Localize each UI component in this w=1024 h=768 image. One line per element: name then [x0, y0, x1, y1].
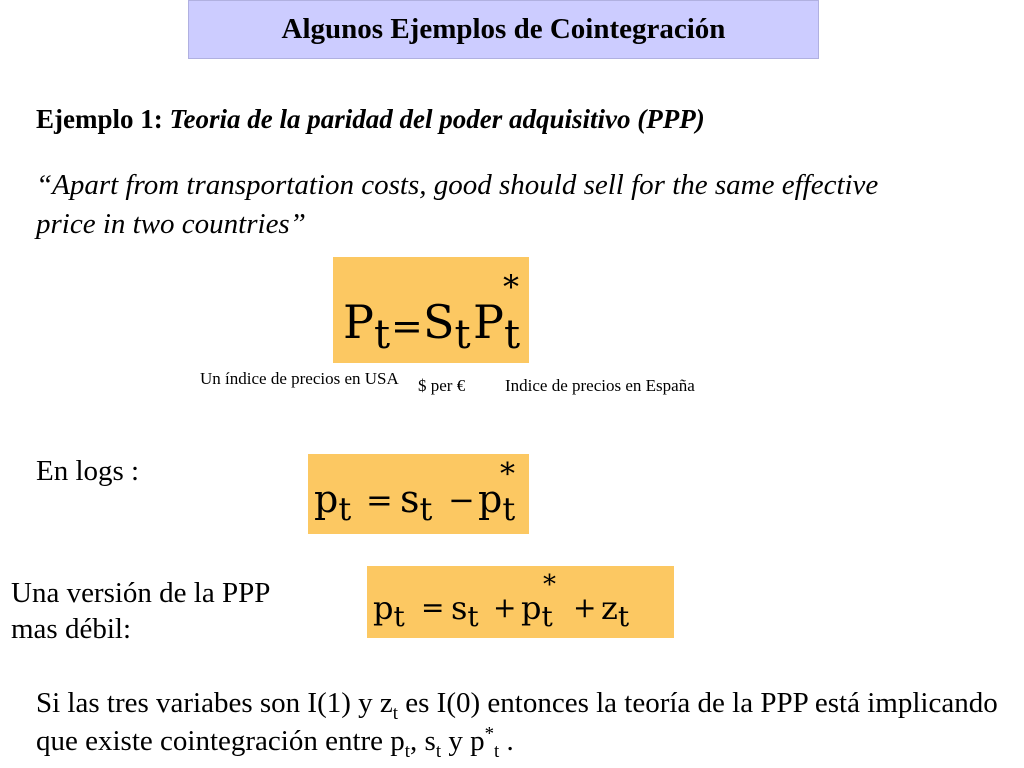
formula-logs-pstar: $p_t$: [478, 477, 516, 528]
label-usa-index: Un índice de precios en USA: [200, 369, 399, 388]
formula-ppp-S: St: [423, 295, 471, 358]
formula-weaker: [367, 566, 674, 638]
conclusion-text: [36, 684, 1016, 760]
formula-logs-s: $s_t$: [400, 477, 433, 528]
logs-label: En logs :: [36, 455, 140, 487]
formula-weaker-z: zt: [601, 589, 630, 633]
formula-weaker-star: *: [543, 570, 556, 600]
conclusion-part3: , s: [410, 725, 436, 757]
formula-weaker-equals: =: [421, 591, 445, 624]
formula-ppp-equals: =: [391, 304, 423, 348]
weaker-version-label: Una versión de la PPP mas débil:: [11, 577, 270, 645]
slide-title: Algunos Ejemplos de Cointegración: [188, 0, 819, 59]
conclusion-sup-star: *: [484, 723, 495, 745]
formula-logs: [308, 454, 529, 534]
conclusion-part1: Si las tres variabes son I(1) y z: [36, 687, 393, 719]
example-heading: [36, 104, 705, 135]
conclusion-part4: y p: [441, 725, 485, 757]
formula-weaker-p: pt: [373, 589, 405, 633]
label-spain-index: Indice de precios en España: [505, 376, 695, 395]
label-exchange-rate: $ per €: [418, 376, 466, 395]
formula-logs-p: $p_t$: [314, 477, 352, 528]
ppp-quote: “Apart from transportation costs, good should sell for the same effective price in two countries”: [36, 169, 879, 240]
formula-ppp-P: Pt: [343, 295, 391, 358]
conclusion-sub-t4: t: [494, 740, 500, 762]
conclusion-sub-t2: t: [404, 740, 411, 762]
conclusion-part2: es I(0) entonces la teoría de la PPP está implicando que existe cointegración entre p: [36, 687, 998, 757]
conclusion-part5: .: [499, 725, 514, 757]
formula-logs-minus: −: [448, 481, 475, 519]
conclusion-sub-t1: t: [392, 702, 399, 724]
formula-weaker-plus1: +: [493, 591, 517, 624]
formula-weaker-pstar: pt: [521, 589, 553, 633]
formula-ppp-Pstar: Pt: [473, 295, 521, 358]
formula-ppp-star: *: [503, 268, 519, 306]
example-topic: Teoria de la paridad del poder adquisitivo (PPP): [169, 104, 705, 134]
formula-weaker-s: st: [451, 589, 479, 633]
formula-logs-star: *: [500, 457, 515, 492]
example-label: Ejemplo 1:: [36, 104, 163, 134]
formula-weaker-plus2: +: [573, 591, 597, 624]
formula-logs-equals: =: [366, 481, 393, 519]
formula-ppp: [333, 257, 529, 363]
conclusion-sub-t3: t: [435, 740, 442, 762]
